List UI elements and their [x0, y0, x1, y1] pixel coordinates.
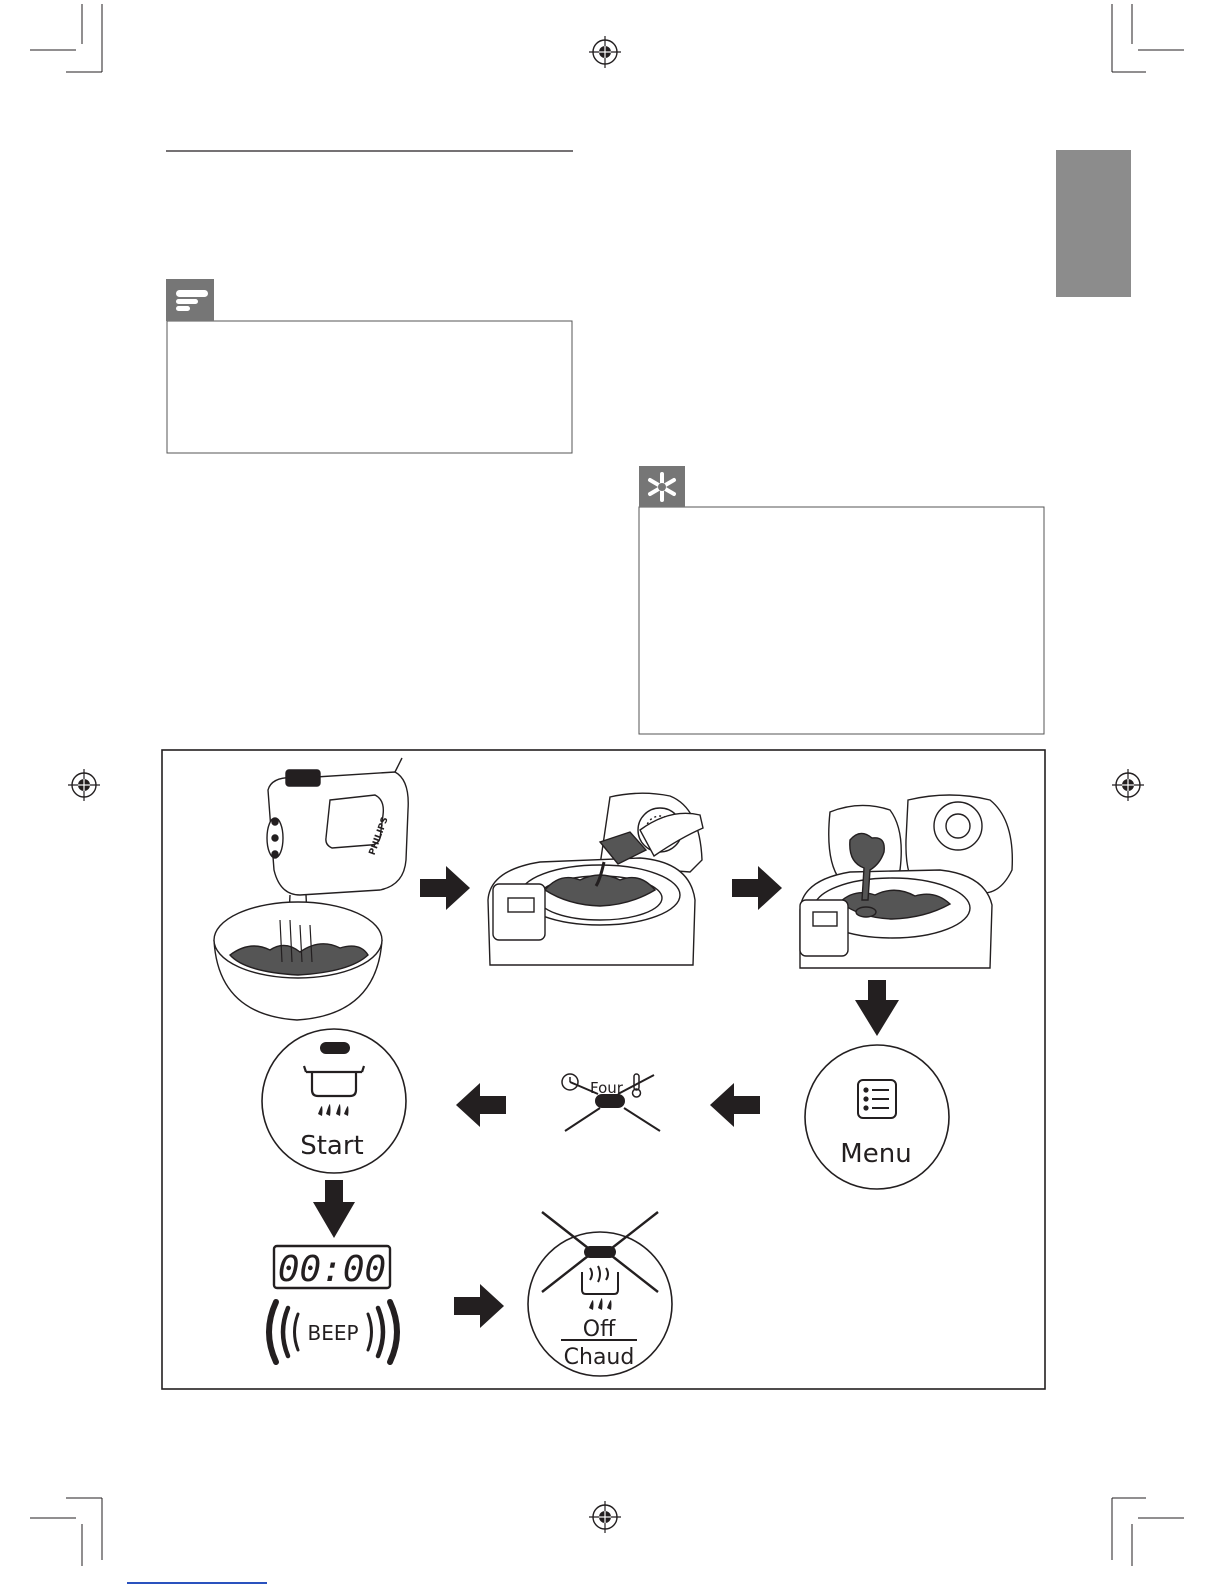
clock-icon: [562, 1074, 578, 1090]
start-label: Start: [300, 1131, 364, 1161]
thermometer-icon: [633, 1074, 641, 1097]
arrow-down-icon: [313, 1180, 355, 1238]
off-label: Off: [582, 1317, 616, 1342]
arrow-left-icon: [456, 1083, 506, 1127]
arrow-left-icon: [710, 1083, 760, 1127]
mixer-brand-text: PHILIPS: [367, 815, 391, 857]
beep-label: BEEP: [307, 1321, 359, 1345]
menu-label: Menu: [840, 1139, 912, 1169]
registration-mark-icon: [589, 36, 621, 68]
four-label: Four: [590, 1079, 623, 1097]
timer-readout: 00:00: [277, 1249, 387, 1290]
cooker-pour-illustration: [488, 793, 703, 965]
arrow-down-icon: [855, 980, 899, 1036]
arrow-right-icon: [454, 1284, 504, 1328]
registration-mark-icon: [68, 769, 100, 801]
registration-mark-icon: [1112, 769, 1144, 801]
registration-mark-icon: [589, 1501, 621, 1533]
language-tab: [1056, 150, 1131, 297]
note-box: [166, 279, 572, 453]
cooker-spatula-illustration: [800, 795, 1012, 968]
tip-box: [639, 466, 1044, 734]
chaud-label: Chaud: [563, 1345, 635, 1370]
arrow-right-icon: [420, 866, 470, 910]
arrow-right-icon: [732, 866, 782, 910]
mixer-illustration: [214, 758, 408, 1020]
